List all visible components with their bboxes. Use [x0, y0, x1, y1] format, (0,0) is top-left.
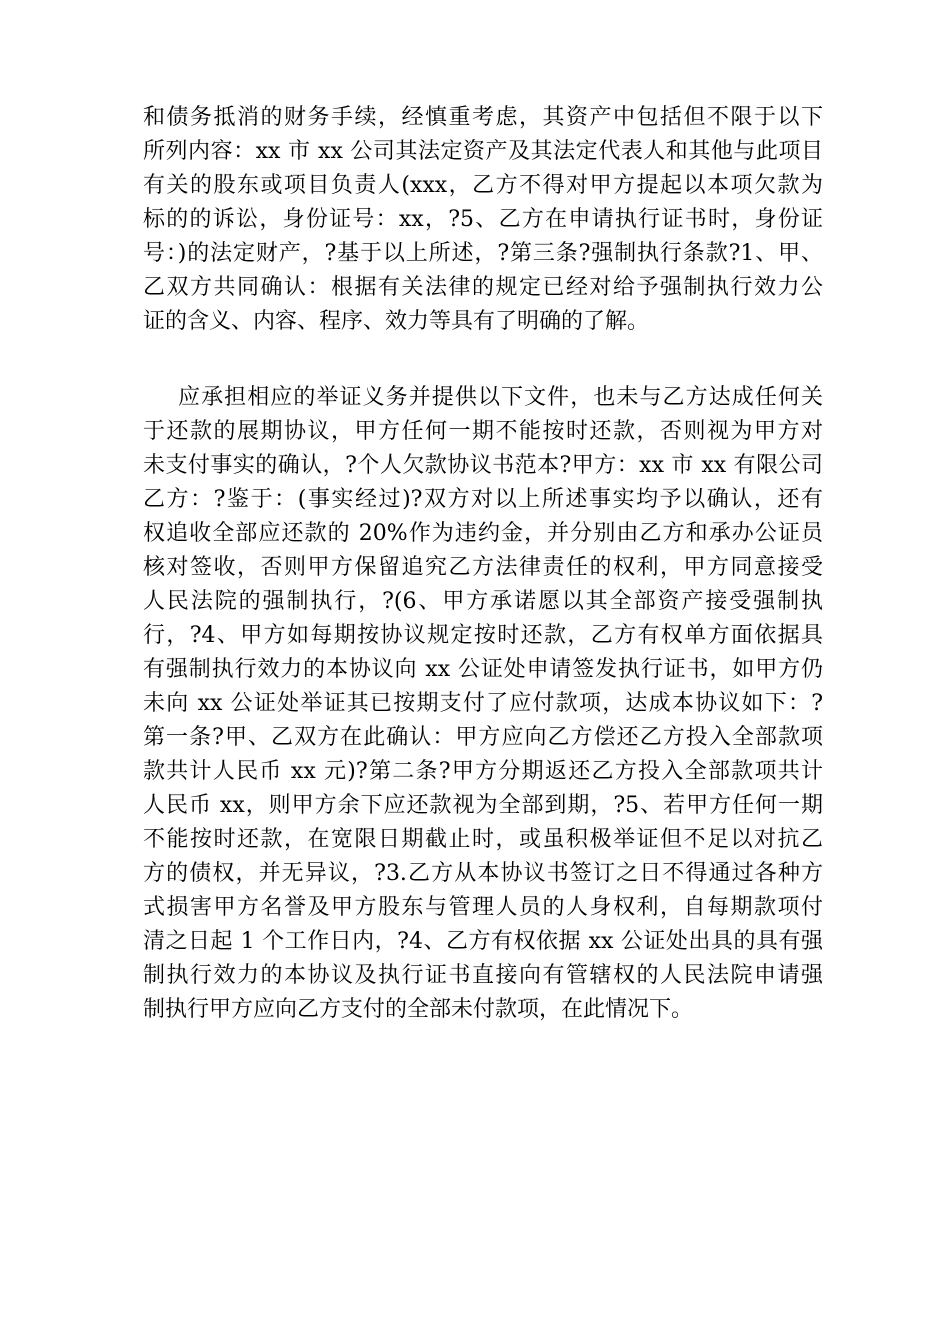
paragraph-line: 制执行效力的本协议及执行证书直接向有管辖权的人民法院申请强: [143, 963, 823, 988]
paragraph-line: 号：)的法定财产，?基于以上所述，?第三条?强制执行条款?1、甲、: [143, 241, 823, 266]
paragraph-line: 制执行甲方应向乙方支付的全部未付款项，在此情况下。: [143, 997, 694, 1022]
paragraph-line: 权追收全部应还款的 20%作为违约金，并分别由乙方和承办公证员: [143, 521, 823, 546]
paragraph-line: 式损害甲方名誉及甲方股东与管理人员的人身权利，自每期款项付: [143, 895, 823, 920]
paragraph-2: [143, 381, 823, 1027]
paragraph-line: 于还款的展期协议，甲方任何一期不能按时还款，否则视为甲方对: [143, 419, 823, 444]
paragraph-line: 应承担相应的举证义务并提供以下文件，也未与乙方达成任何关: [178, 385, 823, 410]
paragraph-line: 乙方：?鉴于：(事实经过)?双方对以上所述事实均予以确认，还有: [143, 487, 823, 512]
paragraph-line: 行，?4、甲方如每期按协议规定按时还款，乙方有权单方面依据具: [143, 623, 823, 648]
paragraph-line: 证的含义、内容、程序、效力等具有了明确的了解。: [143, 309, 650, 334]
paragraph-line: 所列内容：xx 市 xx 公司其法定资产及其法定代表人和其他与此项目: [143, 139, 823, 164]
paragraph-1: [143, 101, 823, 339]
paragraph-line: 款共计人民币 xx 元)?第二条?甲方分期返还乙方投入全部款项共计: [143, 759, 823, 784]
paragraph-line: 方的债权，并无异议，?3.乙方从本协议书签订之日不得通过各种方: [143, 861, 823, 886]
paragraph-line: 和债务抵消的财务手续，经慎重考虑，其资产中包括但不限于以下: [143, 105, 823, 130]
paragraph-line: 不能按时还款，在宽限日期截止时，或虽积极举证但不足以对抗乙: [143, 827, 823, 852]
paragraph-line: 第一条?甲、乙双方在此确认：甲方应向乙方偿还乙方投入全部款项: [143, 725, 823, 750]
paragraph-line: 有关的股东或项目负责人(xxx，乙方不得对甲方提起以本项欠款为: [143, 173, 823, 198]
paragraph-line: 人民法院的强制执行，?(6、甲方承诺愿以其全部资产接受强制执: [143, 589, 823, 614]
paragraph-line: 核对签收，否则甲方保留追究乙方法律责任的权利，甲方同意接受: [143, 555, 823, 580]
paragraph-line: 未支付事实的确认，?个人欠款协议书范本?甲方：xx 市 xx 有限公司: [143, 453, 823, 478]
paragraph-line: 未向 xx 公证处举证其已按期支付了应付款项，达成本协议如下：?: [143, 691, 823, 716]
paragraph-line: 标的的诉讼，身份证号：xx，?5、乙方在申请执行证书时，身份证: [143, 207, 823, 232]
paragraph-line: 乙双方共同确认：根据有关法律的规定已经对给予强制执行效力公: [143, 275, 823, 300]
paragraph-line: 清之日起 1 个工作日内，?4、乙方有权依据 xx 公证处出具的具有强: [143, 929, 823, 954]
paragraph-line: 有强制执行效力的本协议向 xx 公证处申请签发执行证书，如甲方仍: [143, 657, 823, 682]
paragraph-line: 人民币 xx，则甲方余下应还款视为全部到期，?5、若甲方任何一期: [143, 793, 823, 818]
